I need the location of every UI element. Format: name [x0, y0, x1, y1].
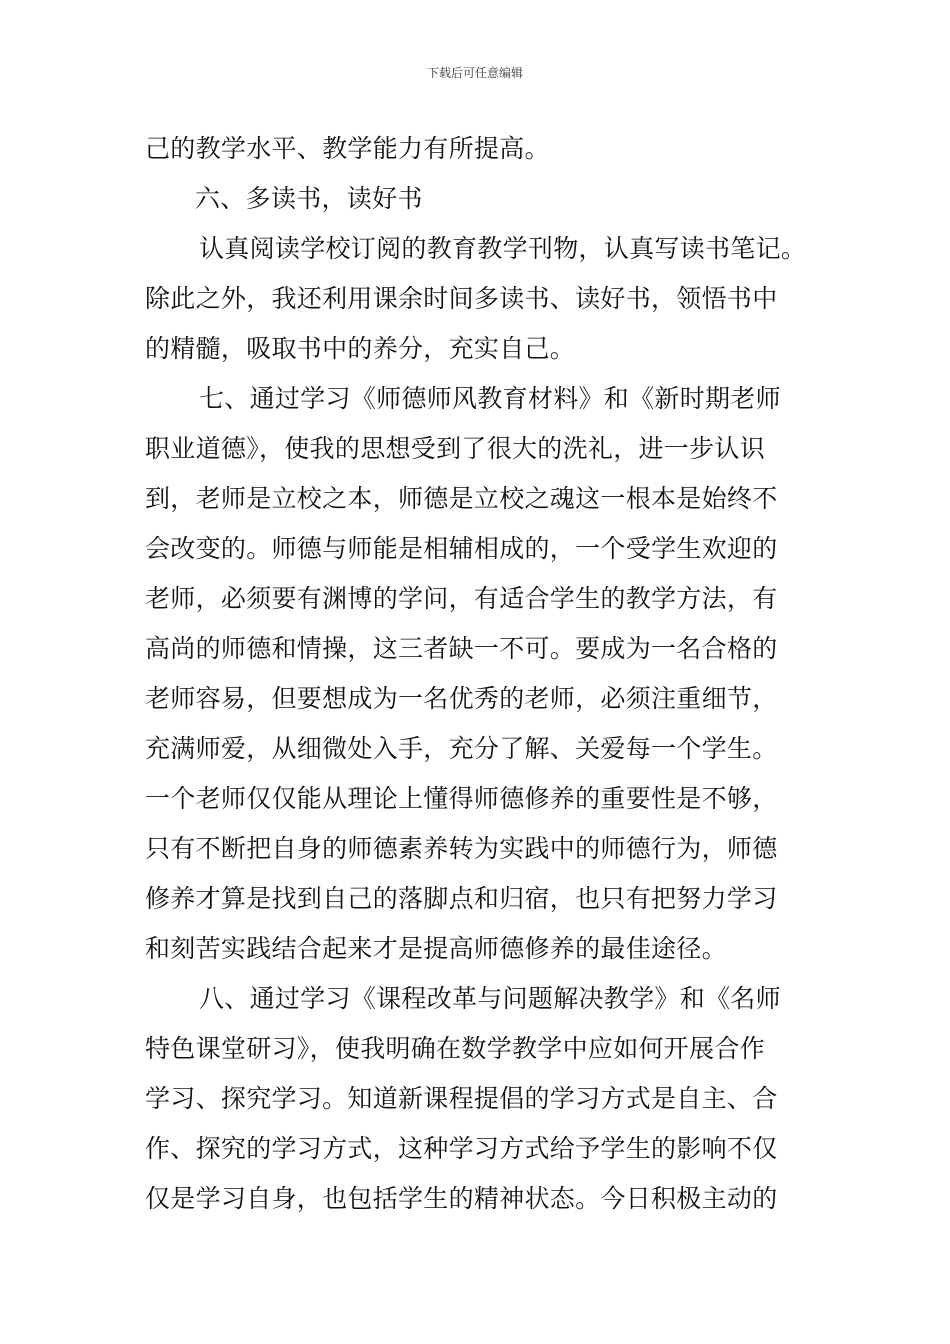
text-line: 老师容易，但要想成为一名优秀的老师，必须注重细节， — [145, 684, 778, 713]
text-line: 修养才算是找到自己的落脚点和归宿，也只有把努力学习 — [145, 884, 778, 913]
text-line: 和刻苦实践结合起来才是提高师德修养的最佳途径。 — [145, 934, 727, 963]
text-line: 充满师爱，从细微处入手，充分了解、关爱每一个学生。 — [145, 734, 778, 763]
text-line: 己的教学水平、教学能力有所提高。 — [145, 134, 550, 163]
text-line: 到，老师是立校之本，师德是立校之魂这一根本是始终不 — [145, 484, 778, 513]
text-line: 除此之外，我还利用课余时间多读书、读好书，领悟书中 — [145, 284, 778, 313]
section-heading: 七、通过学习《师德师风教育材料》和《新时期老师 — [199, 384, 781, 413]
text-line: 作、探究的学习方式，这种学习方式给予学生的影响不仅 — [145, 1134, 778, 1163]
text-line: 认真阅读学校订阅的教育教学刊物，认真写读书笔记。 — [199, 234, 807, 263]
text-line: 会改变的。师德与师能是相辅相成的，一个受学生欢迎的 — [145, 534, 778, 563]
text-line: 学习、探究学习。知道新课程提倡的学习方式是自主、合 — [145, 1084, 778, 1113]
page-header: 下载后可任意编辑 — [426, 66, 523, 80]
text-line: 老师，必须要有渊博的学问，有适合学生的教学方法，有 — [145, 584, 778, 613]
text-line: 职业道德》，使我的思想受到了很大的洗礼，进一步认识 — [145, 434, 766, 463]
text-line: 仅是学习自身，也包括学生的精神状态。今日积极主动的 — [145, 1184, 778, 1213]
text-line: 的精髓，吸取书中的养分，充实自己。 — [145, 334, 576, 363]
section-heading: 六、多读书，读好书 — [195, 184, 423, 213]
text-line: 一个老师仅仅能从理论上懂得师德修养的重要性是不够， — [145, 784, 778, 813]
section-heading: 八、通过学习《课程改革与问题解决教学》和《名师 — [199, 984, 781, 1013]
text-line: 只有不断把自身的师德素养转为实践中的师德行为，师德 — [145, 834, 778, 863]
text-line: 高尚的师德和情操，这三者缺一不可。要成为一名合格的 — [145, 634, 778, 663]
text-line: 特色课堂研习》，使我明确在数学教学中应如何开展合作 — [145, 1034, 766, 1063]
